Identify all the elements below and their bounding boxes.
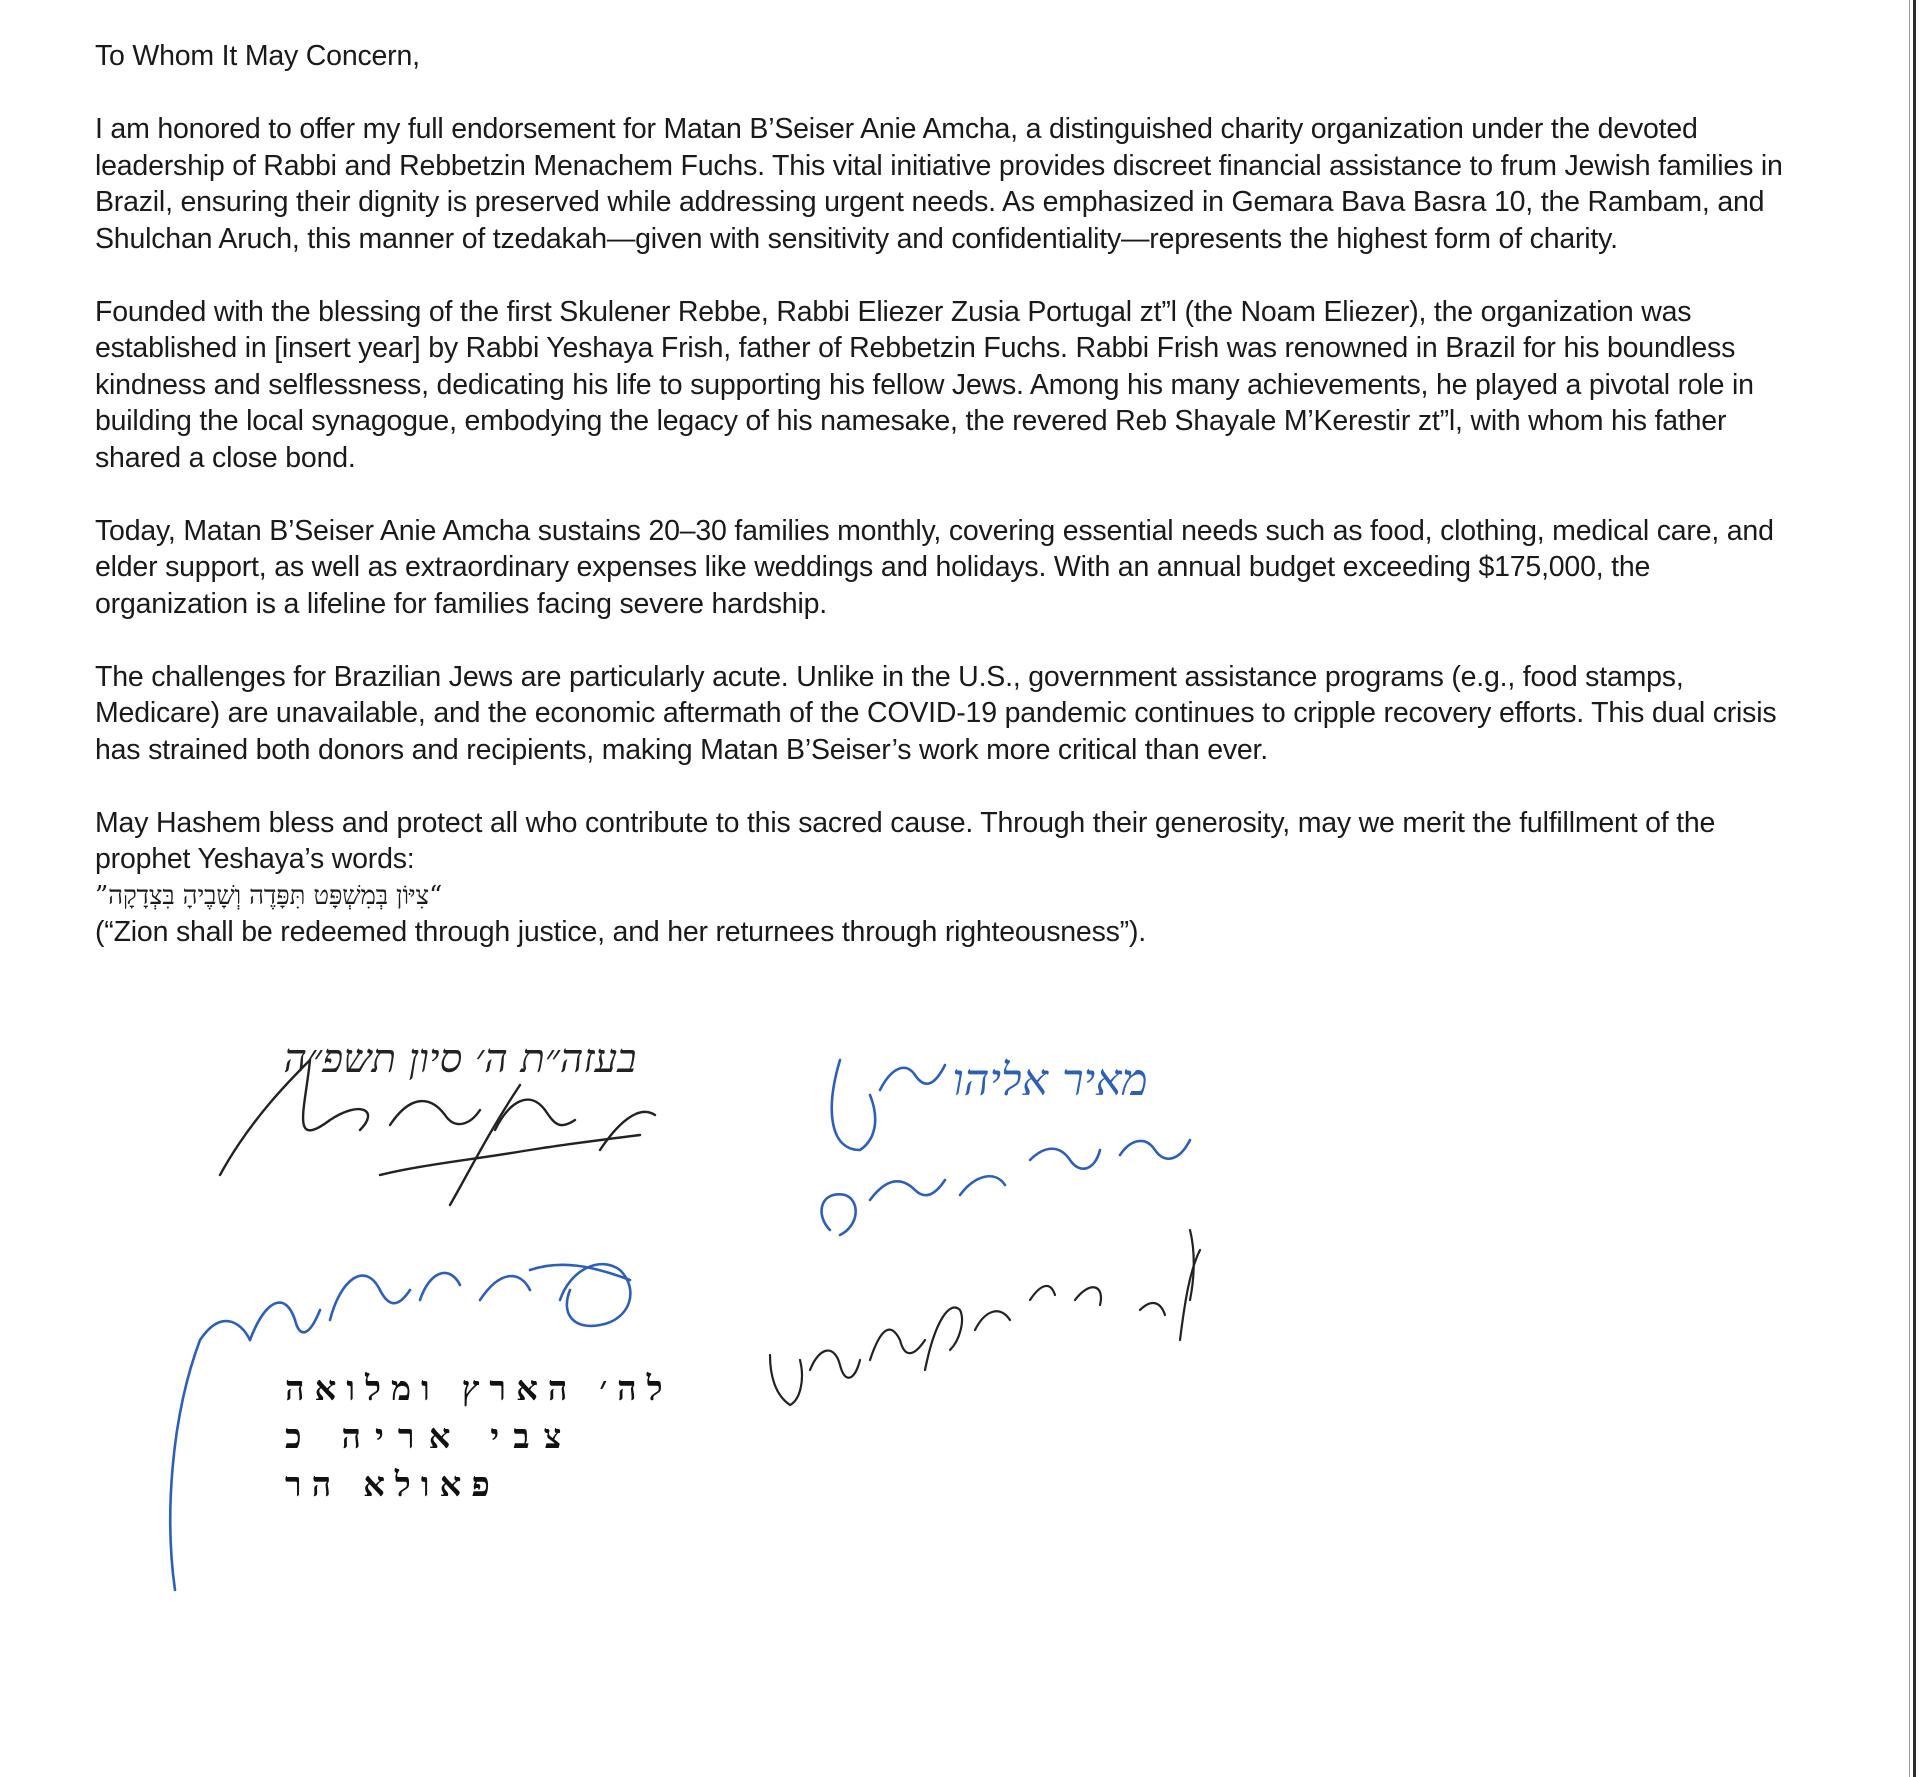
stamp-line-3: פאולא הר	[285, 1465, 500, 1505]
signature-blue-1	[822, 1055, 1190, 1235]
paragraph-today: Today, Matan B’Seiser Anie Amcha sustains 20–30 families monthly, covering essential needs such as food, clothing, medical care, and elder support, as well as extraordinary expenses like weddings and holidays. With an annual budget exceeding $175,000, the organization is a lifeline for families facing severe hardship.	[95, 514, 1774, 620]
signature-black-2	[770, 1230, 1200, 1405]
hebrew-quote: “צִיּוֹן בְּמִשְׁפָּט תִּפָּדֶה וְשָׁבֶיהָ בִּצְדָקָה”	[95, 880, 443, 911]
paragraph-endorsement: I am honored to offer my full endorsement for Matan B’Seiser Anie Amcha, a distinguished charity organization under the devoted leadership of Rabbi and Rebbetzin Menachem Fuchs. This vital initiative provides discreet financial assistance to frum Jewish families in Brazil, ensuring their dignity is preserved while addressing urgent needs. As emphasized in Gemara Bava Basra 10, the Rambam, and Shulchan Aruch, this manner of tzedakah—given with sensitivity and confidentiality—represents the highest form of charity.	[95, 113, 1783, 255]
stamp-line-1: לה׳ הארץ ומלואה	[285, 1369, 673, 1409]
signature-black-1	[220, 1036, 655, 1205]
signature-blue-name: מאיר אליהו	[952, 1055, 1148, 1106]
rabbinic-stamp	[285, 1365, 675, 1509]
paragraph-challenges: The challenges for Brazilian Jews are particularly acute. Unlike in the U.S., government assistance programs (e.g., food stamps, Medicare) are unavailable, and the economic aftermath of the COVID-19 pandemic continues to cripple recovery efforts. This dual crisis has strained both donors and recipients, making Matan B’Seiser’s work more critical than ever.	[95, 660, 1777, 766]
stamp-line-2: צבי אריה כ	[285, 1417, 576, 1457]
signature-date-line: בעזה״ת ה׳ סיון תשפ״ה	[283, 1036, 637, 1082]
paragraph-founding: Founded with the blessing of the first Skulener Rebbe, Rabbi Eliezer Zusia Portugal zt”l (the Noam Eliezer), the organization was established in [insert year] by Rabbi Yeshaya Frish, father of Rebbetzin Fuchs. Rabbi Frish was renowned in Brazil for his boundless kindness and selflessness, dedicating his life to supporting his fellow Jews. Among his many achievements, he played a pivotal role in building the local synagogue, embodying the legacy of his namesake, the revered Reb Shayale M’Kerestir zt”l, with whom his father shared a close bond.	[95, 295, 1754, 474]
signatures-area	[0, 1020, 1920, 1700]
letter-body	[95, 38, 1795, 951]
paragraph-closing: May Hashem bless and protect all who contribute to this sacred cause. Through their generosity, may we merit the fulfillment of the prophet Yeshaya’s words:	[95, 806, 1716, 875]
salutation: To Whom It May Concern,	[95, 40, 420, 72]
hebrew-quote-line	[95, 878, 1795, 915]
quote-translation: (“Zion shall be redeemed through justice, and her returnees through righteousness”).	[95, 916, 1146, 948]
